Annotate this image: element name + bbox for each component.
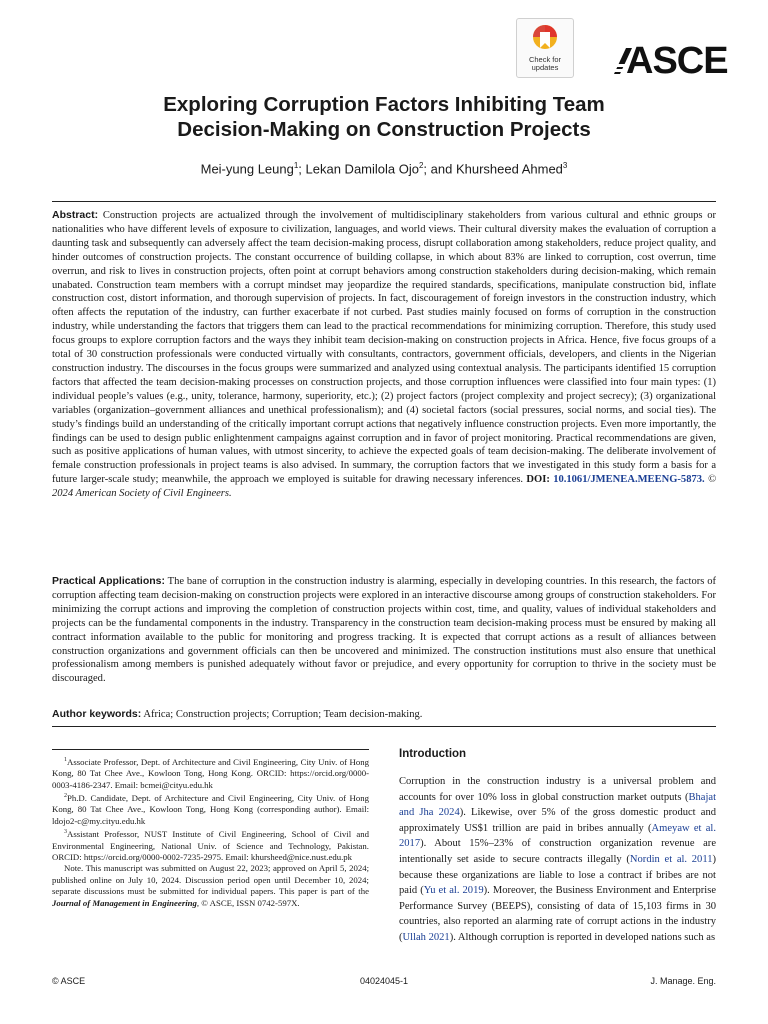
- footnotes: [52, 749, 369, 909]
- citation-link[interactable]: Nordin et al. 2011: [629, 853, 713, 865]
- author-keywords: [52, 707, 716, 722]
- footer-copyright: © ASCE: [52, 976, 86, 986]
- practical-label: Practical Applications:: [52, 575, 165, 587]
- abstract-text: Construction projects are actualized through the involvement of multidisciplinary stakeholders from various cultural and ethnic groups or nationalities who have different levels of exposure to civilization, languages, and world views. Their cultural diversity makes the evaluation of corruption a daunting task and subsequently can adversely affect the team decision-making process, disrupt collaboration among stakeholders, reduce project quality, and hinder outcomes of construction projects. The constant occurrence of building collapse, in which about 83% are linked to corruption, cost overrun, time overrun, and risk to lives in construction projects, often point at corrupt behaviors among construction stakeholders during decision-making, which remain unabated. Construction team members with a corrupt mindset may jeopardize the required standards, specifications, manipulate construction bid, inflate construction cost, distort information, and thorough supervision of projects. In fact, discouragement of foreign investors in the construction industry, which often affects the reputation of the industry, can further exacerbate if not curbed. Past studies mainly focused on forms of corruption in the construction industry, while understanding the factors that triggers them can lead to the practical recommendations for minimizing corruption. Therefore, this study used focus groups to explore corruption factors and the ways they inhibit team decision-making on construction projects in Africa. Hence, five focus groups of a total of 30 construction professionals were conducted virtually with consultants, contractors, government officials, developers, and clients in the Nigerian construction industry. The discourses in the focus groups were summarized and analyzed using contextual analysis. The participants identified 15 corruption factors that affected the team decision-making processes on construction projects, and those corruption influences were classified into four main types: (1) individual people’s values (e.g., unity, tolerance, harmony, superiority, etc.); (2) project factors (project complexity and project secrecy); (3) organizational variables (organization–government alliances and unethical professionalism); and (4) societal factors (social pressures, social norms, and social ties). The study’s findings build an understanding of the critically important corrupt actions that negatively influence construction projects. Even more importantly, the findings can be used to design public enlightenment campaigns against corruption and in favor of project monitoring. Practical recommendations are given, such as positive applications of human values, with utmost sincerity, to achieve the expected goals of team decision-making. The deliberate involvement of female construction professionals in project teams is also advised. In summary, the corruption factors that we investigated in this study form a basis for a future larger-scale study; meanwhile, the approach we employed is suitable for drawing necessary inferences.: [52, 210, 716, 486]
- footnote-1-mark: 1: [64, 757, 67, 763]
- citation-link[interactable]: Bhajat and Jha 2024: [399, 791, 716, 819]
- keywords-text: Africa; Construction projects; Corruption; Team decision-making.: [143, 709, 423, 720]
- author-3: ; and Khursheed Ahmed: [423, 161, 563, 177]
- intro-text-3: ). About 15%–23% of construction organization revenue are intentionally set aside to secure contracts illegally (: [399, 838, 716, 865]
- abstract-bottom-rule: [52, 726, 716, 727]
- author-list: [40, 158, 728, 177]
- footnote-2-mark: 2: [64, 793, 67, 800]
- introduction-paragraph: [399, 774, 716, 946]
- practical-applications: [52, 575, 716, 686]
- intro-text-5: ). Moreover, the Business Environment and Enterprise Performance Survey (BEEPS), consisting of data of 15,103 firms in 30 countries, also reported an alarming rate of corrupt actions in the industry (: [399, 885, 716, 943]
- title-line-2: Decision-Making on Construction Projects: [177, 118, 591, 141]
- practical-text: The bane of corruption in the construction industry is alarming, especially in developing countries. In this research, the factors of corruption affecting team decision-making on construction projects were explored in an interactive discourse among groups of construction stakeholders. For minimizing the corrupt actions and improving the completion of construction projects within cost, time, and quality, values of individual stakeholders and projects can be the fundamental components in the industry. Transparency in the construction team decision-making process must be ensured by making all contract information available to the public for monitoring and progress tracking. It is expected that corrupt actions as a result of alliances between construction organizations and government officials can then be uncovered and minimized. The construction institutions must also ensure that unethical professionalism among members is punished adequately without favor or prejudice, and every opportunity for corruption to thrive in the society must be discouraged.: [52, 576, 716, 685]
- asce-logo: [612, 40, 728, 82]
- author-3-affil[interactable]: 3: [562, 161, 568, 170]
- citation-link[interactable]: Ameyaw et al. 2017: [399, 822, 716, 850]
- footnote-1-text: Associate Professor, Dept. of Architecture and Civil Engineering, City Univ. of Hong Kong, 80 Tat Chee Ave., Kowloon Tong, Hong Kong. ORCID: https://orcid.org/0000-0003-4186-2347. Email: bcmei@cityu.edu.hk: [52, 756, 369, 790]
- intro-text-1: Corruption in the construction industry is a universal problem and accounts for over 10% loss in global construction market outputs (: [399, 776, 716, 803]
- note-end: , © ASCE, ISSN 0742-597X.: [196, 897, 300, 908]
- author-1-affil[interactable]: 1: [293, 161, 299, 170]
- check-for-updates-icon: [532, 24, 558, 54]
- abstract-copyright: © 2024 American Society of Civil Engineers.: [52, 474, 717, 500]
- introduction-section: [399, 747, 716, 946]
- badge-line-1: Check for: [528, 55, 562, 64]
- intro-text-6: ). Although corruption is reported in developed nations such as: [449, 931, 716, 943]
- author-2: ; Lekan Damilola Ojo: [298, 161, 419, 177]
- footnote-3: [52, 827, 369, 863]
- footer-article-number: 04024045-1: [359, 976, 409, 986]
- footer-journal-abbrev: J. Manage. Eng.: [650, 976, 716, 986]
- author-1: Mei-yung Leung: [200, 161, 294, 177]
- footnote-1: [52, 755, 369, 791]
- abstract-label: Abstract:: [52, 209, 99, 221]
- check-for-updates-badge[interactable]: [516, 18, 574, 78]
- footnote-3-text: Assistant Professor, NUST Institute of Civil Engineering, School of Civil and Environmental Engineering, National Univ. of Science and Technology, Pakistan. ORCID: https://orcid.org/0000-0002-7235-2975. Email: khursheed@nice.nust.edu.pk: [52, 829, 369, 862]
- author-2-affil[interactable]: 2: [418, 161, 424, 170]
- footnote-2-text: Ph.D. Candidate, Dept. of Architecture and Civil Engineering, City Univ. of Hong Kong, 80 Tat Chee Ave., Kowloon Tong, Hong Kong (corresponding author). Email: ldojo2-c@my.cityu.edu.hk: [52, 793, 369, 826]
- introduction-heading: Introduction: [399, 748, 467, 760]
- badge-line-2: updates: [531, 63, 559, 72]
- intro-text-2: ). Likewise, over 5% of the gross domestic product and approximately US$1 trillion are paid in bribes annually (: [399, 807, 717, 834]
- abstract-top-rule: [52, 201, 716, 202]
- note-text: Note. This manuscript was submitted on August 22, 2023; approved on April 5, 2024; published online on July 10, 2024. Discussion period open until December 10, 2024; separate discussions must be submitted for individual papers. This paper is part of the: [52, 863, 369, 897]
- footnote-3-mark: 3: [64, 829, 67, 836]
- title-line-1: Exploring Corruption Factors Inhibiting Team: [163, 93, 605, 116]
- abstract: [52, 209, 716, 501]
- paper-title: [40, 92, 728, 142]
- citation-link[interactable]: Ullah 2021: [402, 931, 450, 943]
- submission-note: [52, 863, 369, 909]
- footnote-2: [52, 791, 369, 827]
- doi-link[interactable]: 10.1061/JMENEA.MEENG-5873.: [553, 474, 705, 486]
- journal-name: Journal of Management in Engineering: [52, 897, 197, 908]
- citation-link[interactable]: Yu et al. 2019: [423, 885, 484, 897]
- doi-label: DOI:: [526, 474, 550, 486]
- asce-logo-text: ASCE: [626, 40, 728, 82]
- page-footer: [52, 975, 716, 989]
- intro-text-4: ) because these organizations are liable to lose a contract if bribes are not paid (: [399, 853, 716, 897]
- keywords-label: Author keywords:: [52, 708, 142, 720]
